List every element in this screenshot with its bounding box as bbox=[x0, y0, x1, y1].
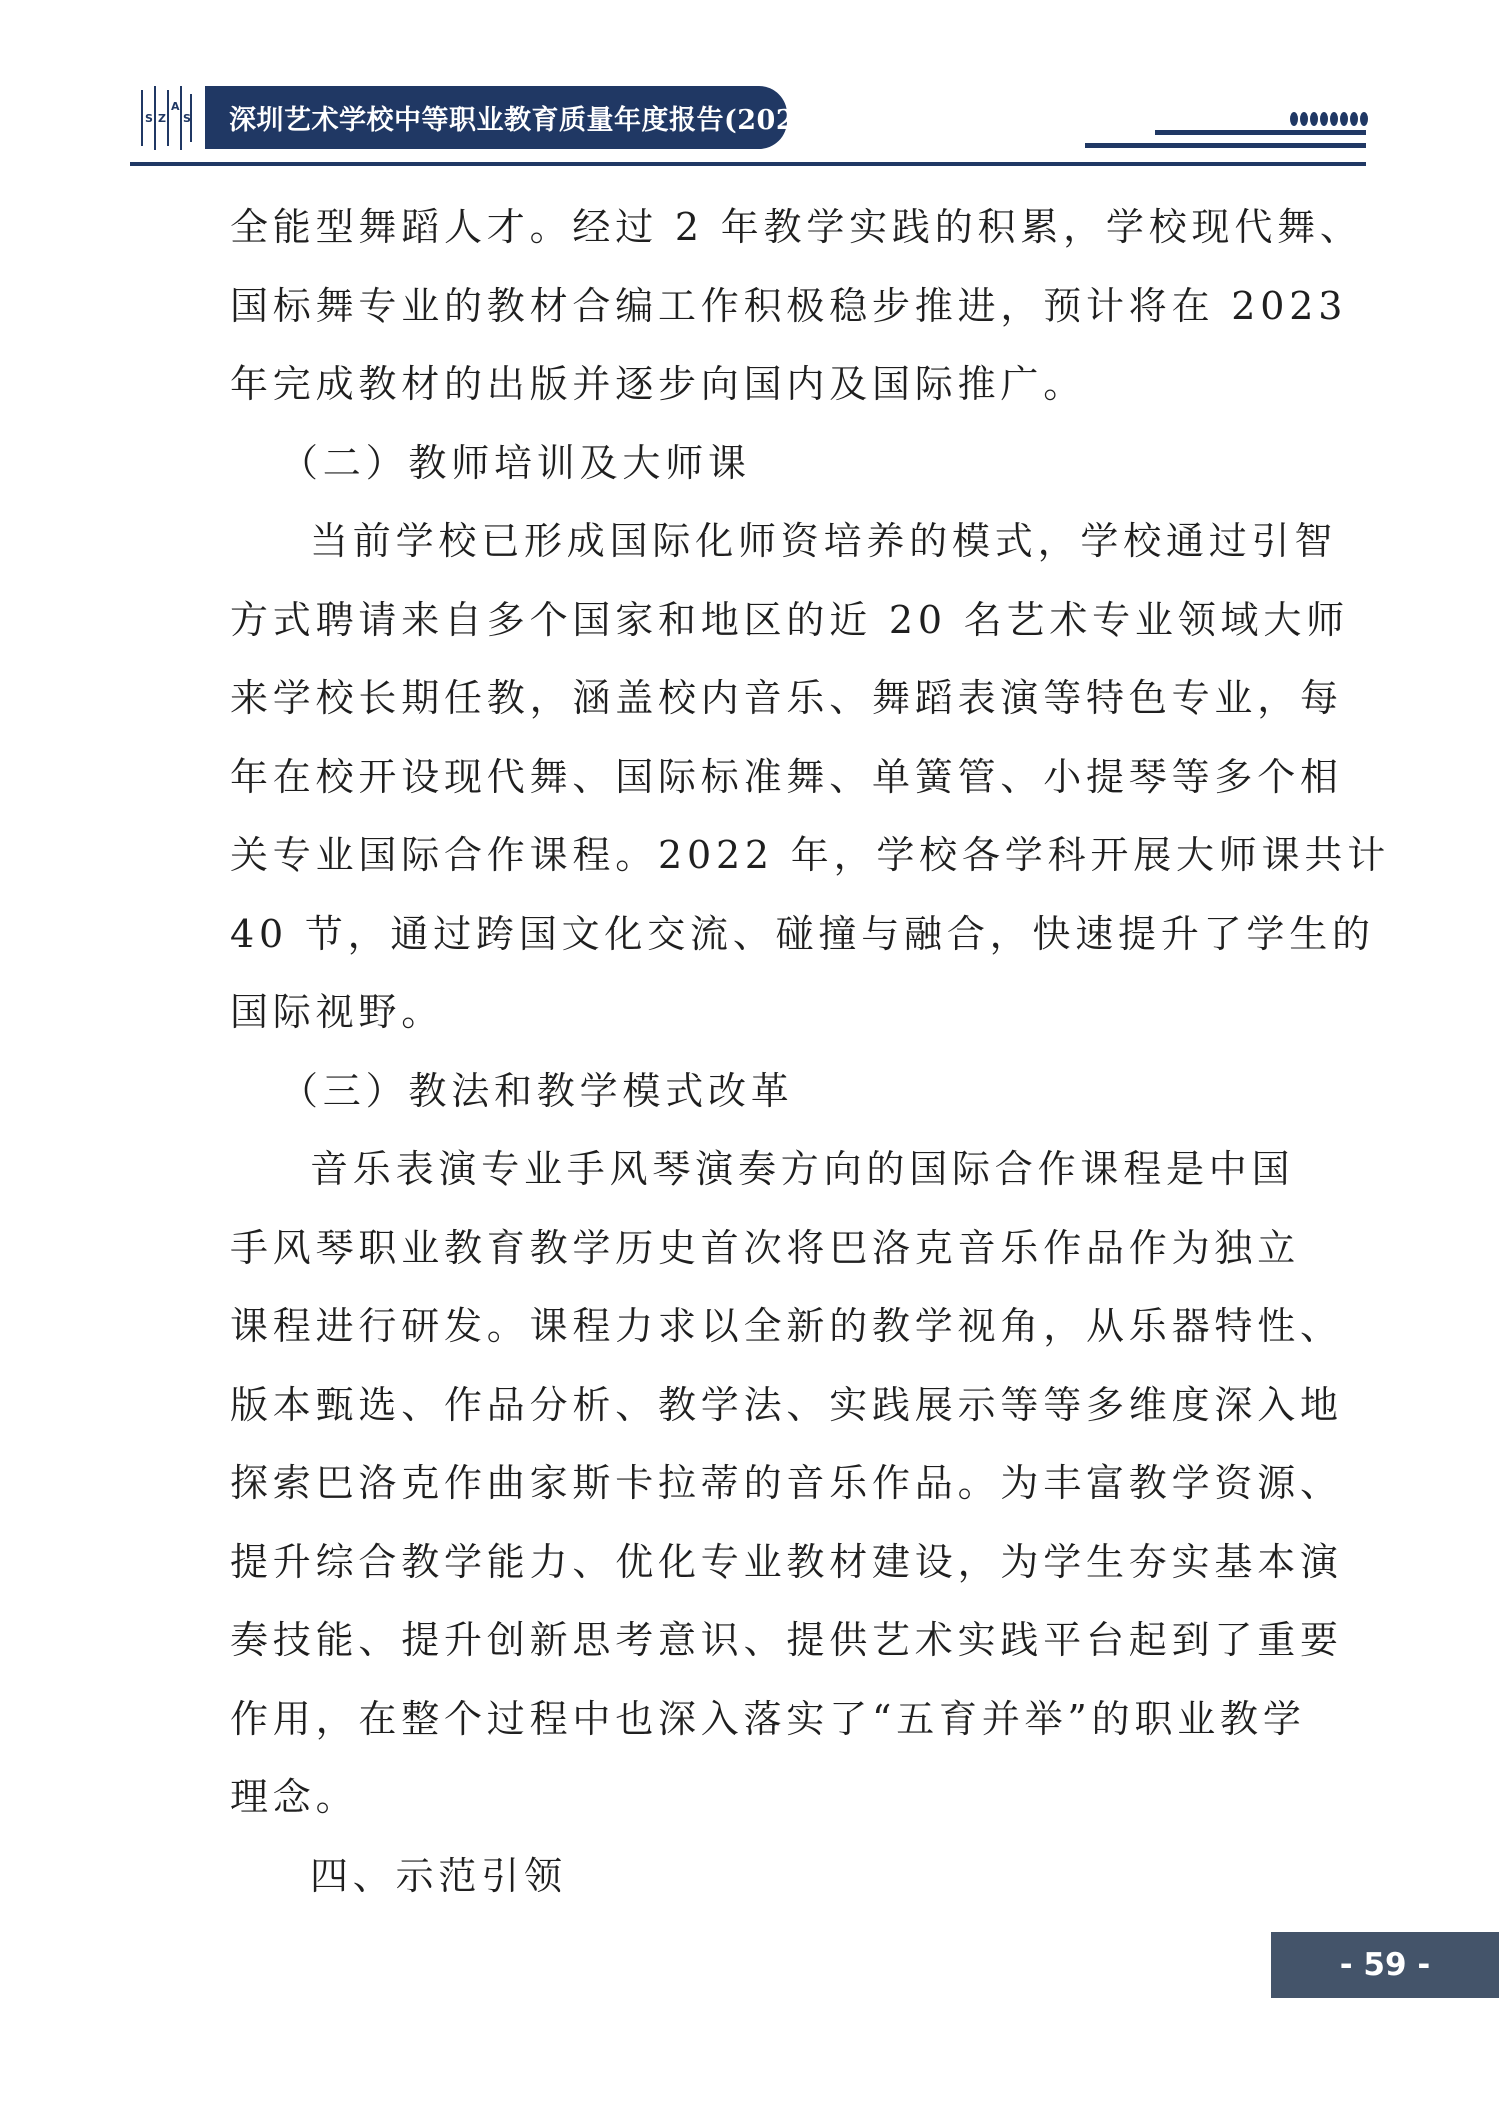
section-heading: （三）教法和教学模式改革 bbox=[280, 1068, 794, 1113]
chapter-heading: 四、示范引领 bbox=[310, 1853, 567, 1898]
paragraph-line: 年在校开设现代舞、国际标准舞、单簧管、小提琴等多个相 bbox=[230, 754, 1343, 799]
paragraph-line: 来学校长期任教，涵盖校内音乐、舞蹈表演等特色专业，每 bbox=[230, 676, 1343, 720]
header-rule bbox=[130, 162, 1366, 166]
paragraph-line: 全能型舞蹈人才。经过 2 年教学实践的积累，学校现代舞、 bbox=[230, 205, 1363, 249]
paragraph-line: 作用，在整个过程中也深入落实了“五育并举”的职业教学 bbox=[230, 1696, 1306, 1741]
paragraph-line: 国际视野。 bbox=[230, 990, 445, 1034]
paragraph-line: 年完成教材的出版并逐步向国内及国际推广。 bbox=[230, 362, 1087, 406]
section-heading: （二）教师培训及大师课 bbox=[280, 440, 751, 485]
paragraph-line: 当前学校已形成国际化师资培养的模式，学校通过引智 bbox=[310, 519, 1338, 563]
decorative-dots bbox=[1290, 112, 1368, 126]
paragraph-line: 理念。 bbox=[230, 1775, 359, 1819]
paragraph-line: 音乐表演专业手风琴演奏方向的国际合作课程是中国 bbox=[310, 1147, 1295, 1191]
header-decor-bar bbox=[1085, 143, 1366, 148]
paragraph-line: 关专业国际合作课程。2022 年，学校各学科开展大师课共计 bbox=[230, 833, 1390, 877]
school-logo bbox=[139, 84, 193, 152]
paragraph-line: 提升综合教学能力、优化专业教材建设，为学生夯实基本演 bbox=[230, 1539, 1343, 1584]
report-title-banner bbox=[205, 86, 828, 149]
logo-letter: S bbox=[183, 112, 191, 125]
paragraph-line: 课程进行研发。课程力求以全新的教学视角，从乐器特性、 bbox=[230, 1304, 1343, 1348]
paragraph-line: 国标舞专业的教材合编工作积极稳步推进，预计将在 2023 bbox=[230, 283, 1348, 328]
report-title: 深圳艺术学校中等职业教育质量年度报告(2023) bbox=[229, 105, 828, 136]
header-decor-bar bbox=[1155, 130, 1366, 135]
paragraph-line: 方式聘请来自多个国家和地区的近 20 名艺术专业领域大师 bbox=[230, 597, 1349, 642]
paragraph-line: 40 节，通过跨国文化交流、碰撞与融合，快速提升了学生的 bbox=[230, 911, 1375, 956]
logo-letter: A bbox=[171, 100, 180, 113]
page-number: - 59 - bbox=[1339, 1947, 1431, 1983]
paragraph-line: 探索巴洛克作曲家斯卡拉蒂的音乐作品。为丰富教学资源、 bbox=[230, 1461, 1343, 1505]
paragraph-line: 版本甄选、作品分析、教学法、实践展示等等多维度深入地 bbox=[230, 1382, 1343, 1427]
paragraph-line: 手风琴职业教育教学历史首次将巴洛克音乐作品作为独立 bbox=[230, 1225, 1301, 1270]
page-number-badge bbox=[1271, 1932, 1499, 1998]
logo-letter: Z bbox=[158, 112, 166, 125]
page-body bbox=[230, 188, 1390, 1915]
paragraph-line: 奏技能、提升创新思考意识、提供艺术实践平台起到了重要 bbox=[230, 1618, 1343, 1662]
logo-letter: S bbox=[145, 112, 153, 125]
